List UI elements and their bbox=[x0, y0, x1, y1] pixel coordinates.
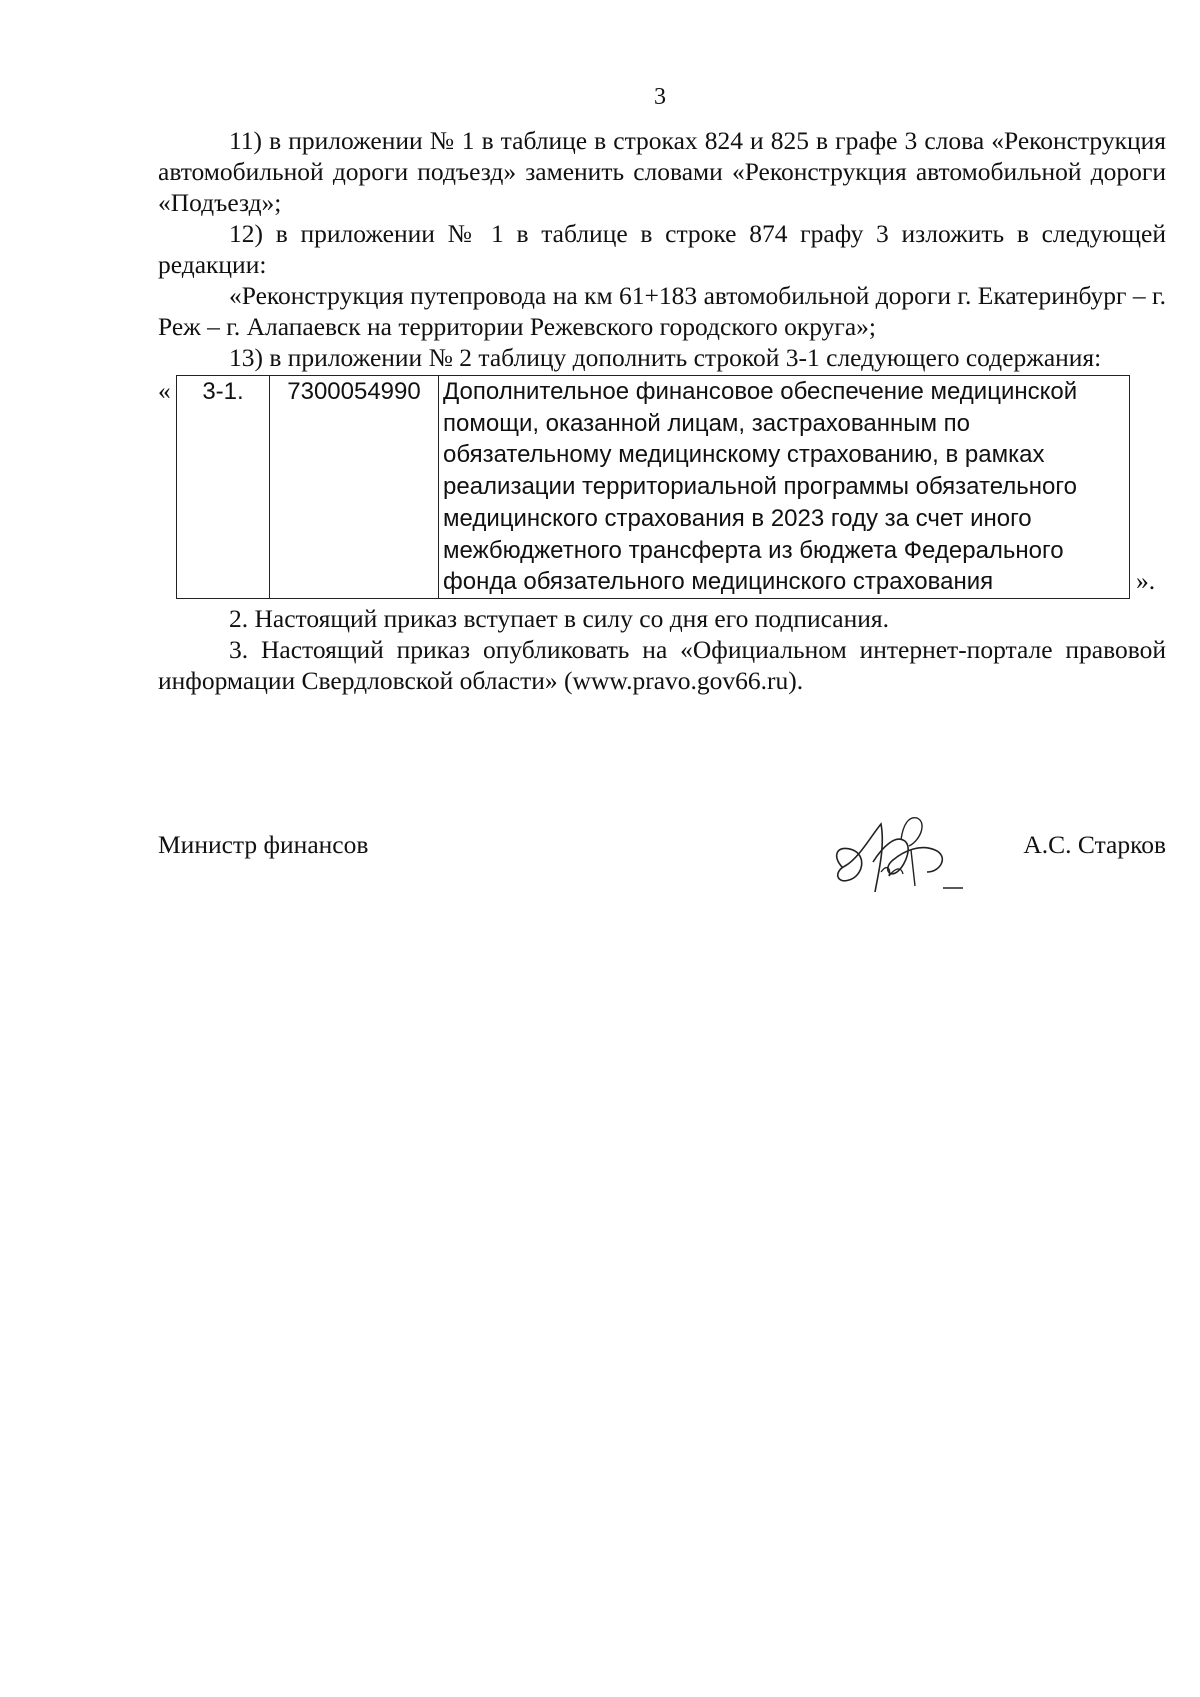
paragraph-2: 2. Настоящий приказ вступает в силу со дня его подписания. bbox=[229, 603, 889, 633]
handwritten-signature bbox=[823, 806, 973, 906]
row-code-cell: 7300054990 bbox=[270, 376, 439, 599]
paragraph-12: 12) в приложении № 1 в таблице в строке 874 графу 3 изложить в следующей редакции: bbox=[158, 219, 1166, 279]
paragraph-874-text: «Реконструкция путепровода на км 61+183 автомобильной дороги г. Екатеринбург – г. Реж – г. Алапаевск на территории Режевского городского округа»; bbox=[158, 281, 1166, 341]
table-close-quote: ». bbox=[1136, 566, 1156, 596]
document-body bbox=[158, 125, 1166, 696]
table-row bbox=[177, 376, 1130, 599]
paragraph-11: 11) в приложении № 1 в таблице в строках 824 и 825 в графе 3 слова «Реконструкция автомобильной дороги подъезд» заменить словами «Реконструкция автомобильной дороги «Подъезд»; bbox=[158, 126, 1166, 217]
paragraph-13: 13) в приложении № 2 таблицу дополнить строкой 3-1 следующего содержания: bbox=[229, 343, 1102, 372]
inserted-table bbox=[176, 375, 1130, 599]
signer-title: Министр финансов bbox=[158, 830, 369, 859]
inserted-table-block bbox=[158, 375, 1166, 599]
table-open-quote: « bbox=[158, 376, 171, 405]
row-number-cell: 3-1. bbox=[177, 376, 270, 599]
page-number: 3 bbox=[654, 84, 666, 110]
signer-name: А.С. Старков bbox=[1023, 830, 1166, 859]
row-text-cell: Дополнительное финансовое обеспечение медицинской помощи, оказанной лицам, застрахованным по обязательному медицинскому страхованию, в рамках реализации территориальной программы обязательного медицинского страхования в 2023 году за счет иного межбюджетного трансферта из бюджета Федерального фонда обязательного медицинского страхования bbox=[439, 376, 1130, 599]
paragraph-3: 3. Настоящий приказ опубликовать на «Официальном интернет-портале правовой информации Свердловской области» (www.pravo.gov66.ru). bbox=[158, 634, 1166, 695]
signature-block bbox=[158, 818, 1166, 918]
